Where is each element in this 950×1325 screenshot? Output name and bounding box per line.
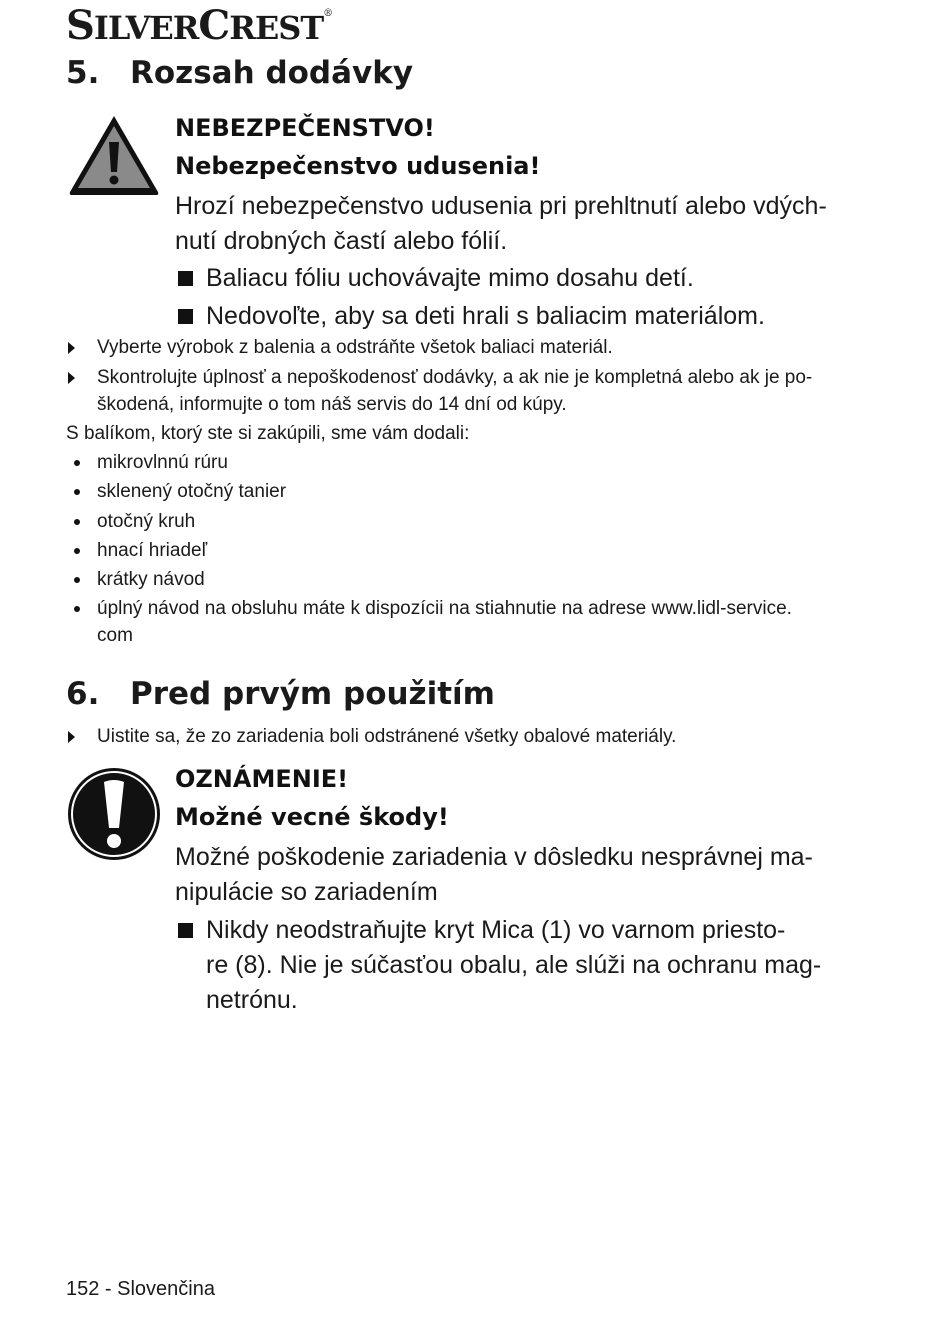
arrow-bullet-icon bbox=[68, 731, 75, 743]
arrow-bullet-icon bbox=[68, 372, 75, 384]
warning-triangle-icon bbox=[66, 112, 162, 198]
section-number: 5. bbox=[66, 55, 100, 91]
notice-text-line: nipulácie so zariadením bbox=[175, 878, 438, 906]
notice-text bbox=[175, 840, 855, 910]
list-item: sklenený otočný tanier bbox=[66, 478, 856, 505]
list-item: otočný kruh bbox=[66, 508, 856, 535]
page-footer: 152 - Slovenčina bbox=[66, 1278, 215, 1300]
section-heading-delivery-scope bbox=[66, 55, 413, 91]
section-heading-before-first-use bbox=[66, 676, 495, 712]
list-item: mikrovlnnú rúru bbox=[66, 449, 856, 476]
square-bullet-icon bbox=[178, 271, 193, 286]
dot-bullet-icon bbox=[74, 577, 80, 583]
warning-text bbox=[175, 189, 855, 259]
step-item: Skontrolujte úplnosť a nepoškodenosť dodávky, a ak nie je kompletná alebo ak je po- škodená, informujte o tom náš servis do 14 dní od kúpy. bbox=[66, 364, 856, 418]
warning-item: Baliacu fóliu uchovávajte mimo dosahu detí. bbox=[175, 261, 855, 296]
dot-bullet-icon bbox=[74, 489, 80, 495]
notice-text-line: Možné poškodenie zariadenia v dôsledku nesprávnej ma- bbox=[175, 843, 813, 871]
step-item: Uistite sa, že zo zariadenia boli odstránené všetky obalové materiály. bbox=[66, 723, 856, 750]
warning-label: NEBEZPEČENSTVO! bbox=[175, 114, 435, 142]
arrow-bullet-icon bbox=[68, 342, 75, 354]
exclamation-circle-icon bbox=[66, 766, 162, 862]
list-item: úplný návod na obsluhu máte k dispozícii na stiahnutie na adrese www.lidl-service. com bbox=[66, 595, 856, 649]
notice-label: OZNÁMENIE! bbox=[175, 765, 349, 793]
warning-text-line: Hrozí nebezpečenstvo udusenia pri prehltnutí alebo vdých- bbox=[175, 192, 827, 220]
list-item: hnací hriadeľ bbox=[66, 537, 856, 564]
square-bullet-icon bbox=[178, 923, 193, 938]
dot-bullet-icon bbox=[74, 519, 80, 525]
warning-text-line: nutí drobných častí alebo fólií. bbox=[175, 227, 508, 255]
warning-subtitle: Nebezpečenstvo udusenia! bbox=[175, 152, 541, 180]
notice-item: Nikdy neodstraňujte kryt Mica (1) vo varnom priesto- re (8). Nie je súčasťou obalu, ale slúži na ochranu mag- netrónu. bbox=[175, 913, 855, 1018]
contents-intro: S balíkom, ktorý ste si zakúpili, sme vám dodali: bbox=[66, 423, 470, 444]
notice-subtitle: Možné vecné škody! bbox=[175, 803, 449, 831]
square-bullet-icon bbox=[178, 309, 193, 324]
warning-item: Nedovoľte, aby sa deti hrali s baliacim materiálom. bbox=[175, 299, 855, 334]
dot-bullet-icon bbox=[74, 548, 80, 554]
brand-logo bbox=[66, 2, 332, 49]
list-item: krátky návod bbox=[66, 566, 856, 593]
section-title: Rozsah dodávky bbox=[130, 55, 414, 91]
registered-mark: ® bbox=[323, 8, 333, 19]
dot-bullet-icon bbox=[74, 460, 80, 466]
section-title: Pred prvým použitím bbox=[130, 676, 495, 712]
section-number: 6. bbox=[66, 676, 100, 712]
step-item: Vyberte výrobok z balenia a odstráňte všetok baliaci materiál. bbox=[66, 334, 856, 361]
dot-bullet-icon bbox=[74, 606, 80, 612]
brand-logo-text: SILVERCREST bbox=[66, 2, 324, 49]
